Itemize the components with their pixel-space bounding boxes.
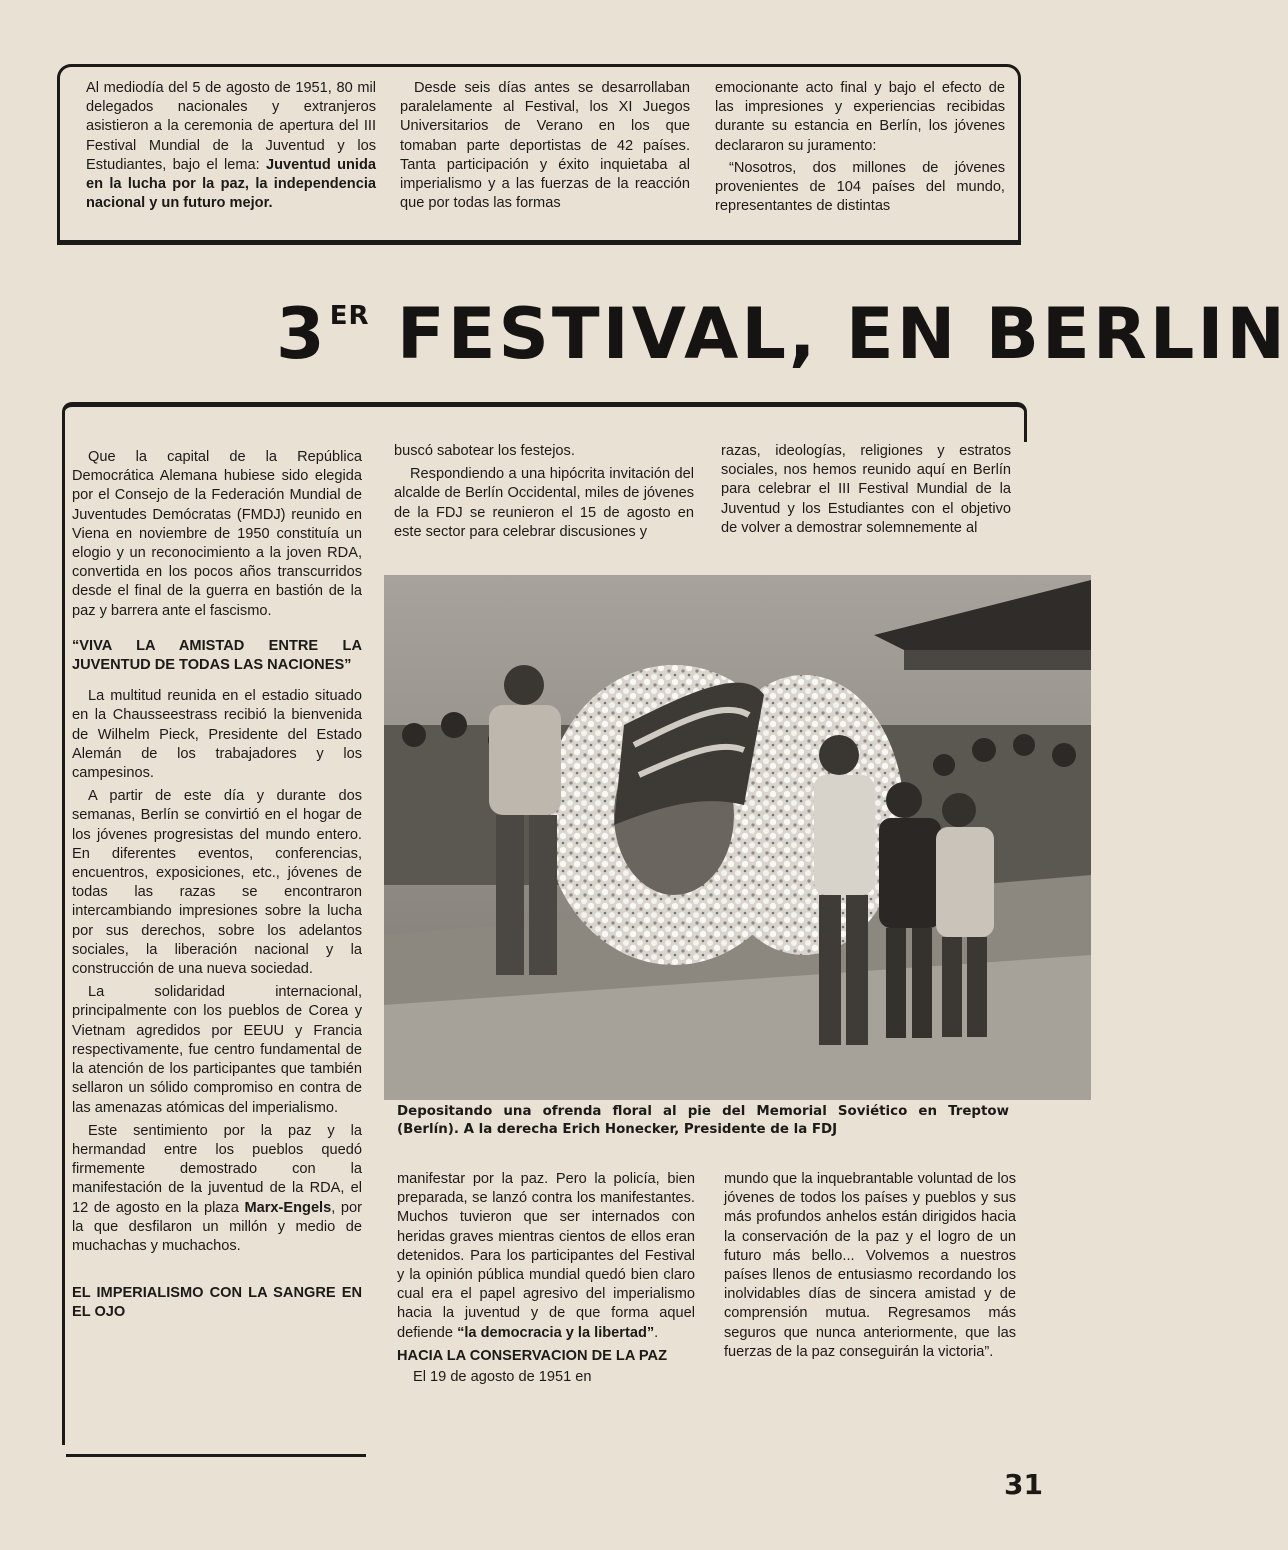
paragraph: El 19 de agosto de 1951 en <box>413 1369 592 1386</box>
photo-illustration <box>384 575 1091 1100</box>
paragraph: Respondiendo a una hipócrita invitación del alcalde de Berlín Occidental, miles de jóvenes de la FDJ se reunieron el 15 de agosto en este sector para celebrar discusiones y <box>394 466 694 540</box>
intro-box <box>57 64 1021 245</box>
column-left <box>72 448 362 1335</box>
page-number: 31 <box>1004 1468 1043 1501</box>
paragraph-text: Este sentimiento por la paz y la hermandad entre los pueblos quedó firmemente demostrado con la manifestación de la juventud de la RDA, el 12 de agosto en la plaza <box>72 1122 362 1216</box>
article-title <box>276 276 1288 375</box>
festival-motto: Juventud unida en la lucha por la paz, la independencia nacional y un futuro mejor. <box>86 156 377 212</box>
oath-quote-start: “Nosotros, dos millones de jóvenes provenientes de 104 países del mundo, representantes de distintas <box>715 159 1005 215</box>
column-bottom-rule <box>66 1454 366 1457</box>
intro-column-3 <box>715 79 1005 216</box>
subheading-imperialismo: EL IMPERIALISMO CON LA SANGRE EN EL OJO <box>72 1285 362 1321</box>
paragraph: A partir de este día y durante dos semanas, Berlín se convirtió en el hogar de los jóvenes progresistas del mundo entero. En diferentes eventos, conferencias, encuentros, exposiciones, etc., jóvenes de todas las razas se encontraron intercambiando impresiones sobre la lucha por sus derechos, sobre los adelantos sociales, la liberación nacional y la construcción de una nueva sociedad. <box>72 788 362 978</box>
intro-col1-text: Al mediodía del 5 de agosto de 1951, 80 mil delegados nacionales y extranjeros asistieron a la ceremonia de apertura del III Festival Mundial de la Juventud y los Estudiantes, bajo el lema: <box>86 80 376 173</box>
article-frame-top <box>62 402 1027 442</box>
photo-floral-offering <box>384 575 1091 1100</box>
paragraph: La multitud reunida en el estadio situado en la Chausseestrass recibió la bienvenida de Wilhelm Pieck, Presidente del Estado Alemán de los trabajadores y los campesinos. <box>72 688 362 782</box>
paragraph: Que la capital de la República Democrática Alemana hubiese sido elegida por el Consejo de la Federación Mundial de Juventudes Demócratas (FMDJ) reunido en Viena en noviembre de 1950 constituía un elogio y un reconocimiento a la joven RDA, convertida en los pocos años transcurridos desde el final de la guerra en bastión de la paz y barrera ante el fascismo. <box>72 449 362 619</box>
column-right-top <box>721 442 1011 542</box>
intro-column-2 <box>400 79 690 213</box>
column-right-bottom <box>724 1170 1016 1366</box>
paragraph-text: manifestar por la paz. Pero la policía, bien preparada, se lanzó contra los manifestantes. Muchos tuvieron que ser internados con heridas graves mientras cientos de ellos eran detenidos. Para los participantes del Festival y la opinión pública mundial quedó bien claro cual era el papel agresivo del imperialismo hacia la juventud y de que forma aquel defiende <box>397 1171 695 1341</box>
intro-col3-text: emocionante acto final y bajo el efecto de las impresiones y experiencias recibidas durante su estancia en Berlín, los jóvenes declararon su juramento: <box>715 80 1005 154</box>
paragraph-text: . <box>654 1324 659 1341</box>
subheading-amistad: “VIVA LA AMISTAD ENTRE LA JUVENTUD DE TODAS LAS NACIONES” <box>72 637 362 674</box>
paragraph: razas, ideologías, religiones y estratos sociales, nos hemos reunido aquí en Berlín para celebrar el III Festival Mundial de la Juventud y los Estudiantes con el objetivo de volver a demostrar solemnemente al <box>721 443 1011 536</box>
paragraph: La solidaridad internacional, principalmente con los pueblos de Corea y Vietnam agredidos por EEUU y Francia respectivamente, fue centro fundamental de la atención de los participantes que también sellaron un sólido compromiso en contra de las amenazas atómicas del imperialismo. <box>72 984 362 1116</box>
column-middle-bottom <box>397 1170 695 1391</box>
article-frame-left <box>62 440 65 1445</box>
paragraph-text: , por la que desfilaron un millón y medio de muchachas y muchachos. <box>72 1199 362 1254</box>
intro-col2-text: Desde seis días antes se desarrollaban paralelamente al Festival, los XI Juegos Universitarios de Verano en los que tomaban parte deportistas de 42 países. Tanta participación y éxito inquietaba al imperialismo y a las fuerzas de la reacción que por todas las formas <box>400 80 690 212</box>
paragraph: buscó sabotear los festejos. <box>394 443 575 459</box>
plaza-name: Marx-Engels <box>244 1199 332 1216</box>
column-middle-top <box>394 442 694 546</box>
title-number: 3 <box>276 293 328 375</box>
paragraph <box>72 1122 362 1256</box>
subheading-conservacion: HACIA LA CONSERVACION DE LA PAZ <box>397 1347 667 1364</box>
photo-caption: Depositando una ofrenda floral al pie del Memorial Soviético en Treptow (Berlín). A la derecha Erich Honecker, Presidente de la FDJ <box>397 1104 1009 1137</box>
title-ordinal: ER <box>329 301 370 331</box>
paragraph <box>397 1170 695 1343</box>
title-text: FESTIVAL, EN BERLIN <box>396 293 1288 375</box>
quoted-phrase: “la democracia y la libertad” <box>457 1324 655 1341</box>
paragraph: mundo que la inquebrantable voluntad de los jóvenes de todos los países y pueblos y sus más profundos anhelos están dirigidos hacia la conservación de la paz y el logro de un futuro más bello... Volvemos a nuestros países llenos de entusiasmo recordando los inolvidables días de sincera amistad y de comprensión mutua. Regresamos más seguros que nunca anteriormente, que las fuerzas de la paz conseguirán la victoria”. <box>724 1171 1016 1360</box>
intro-column-1 <box>86 79 376 213</box>
